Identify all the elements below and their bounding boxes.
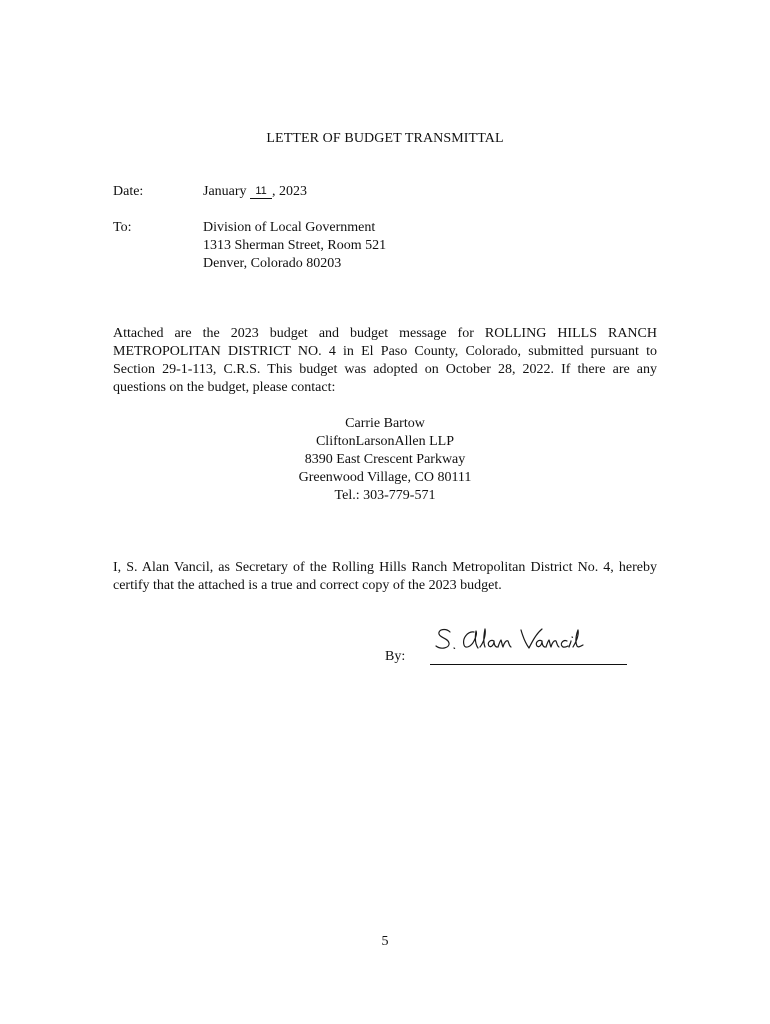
by-label: By: [385,649,406,664]
contact-street: 8390 East Crescent Parkway [304,452,466,467]
handwritten-signature [434,622,584,658]
certification-paragraph: I, S. Alan Vancil, as Secretary of the Rolling Hills Ranch Metropolitan District No. 4, hereby certify that the attached is a true and correct copy of the 2023 budget. [113,560,657,593]
contact-city: Greenwood Village, CO 80111 [298,470,472,485]
date-value [203,183,307,201]
address-line-2: 1313 Sherman Street, Room 521 [203,238,387,253]
contact-block [0,415,770,505]
document-title: LETTER OF BUDGET TRANSMITTAL [266,131,504,146]
date-year: , 2023 [272,184,308,199]
recipient-address [203,219,386,273]
signature-line [430,664,627,665]
contact-name: Carrie Bartow [345,416,425,431]
contact-company: CliftonLarsonAllen LLP [315,434,455,449]
address-line-1: Division of Local Government [203,220,376,235]
to-label: To: [113,220,132,235]
address-line-3: Denver, Colorado 80203 [203,256,342,271]
date-day-blank: 11 [250,185,272,199]
transmittal-paragraph: Attached are the 2023 budget and budget message for ROLLING HILLS RANCH METROPOLITAN DISTRICT NO. 4 in El Paso County, Colorado, submitted pursuant to Section 29-1-113, C.R.S. This budget was adopted on October 28, 2022. If there are any questions on the budget, please contact: [113,326,657,395]
contact-phone: Tel.: 303-779-571 [334,488,436,503]
date-month: January [203,184,247,199]
date-label: Date: [113,184,144,199]
page-number: 5 [381,934,389,949]
